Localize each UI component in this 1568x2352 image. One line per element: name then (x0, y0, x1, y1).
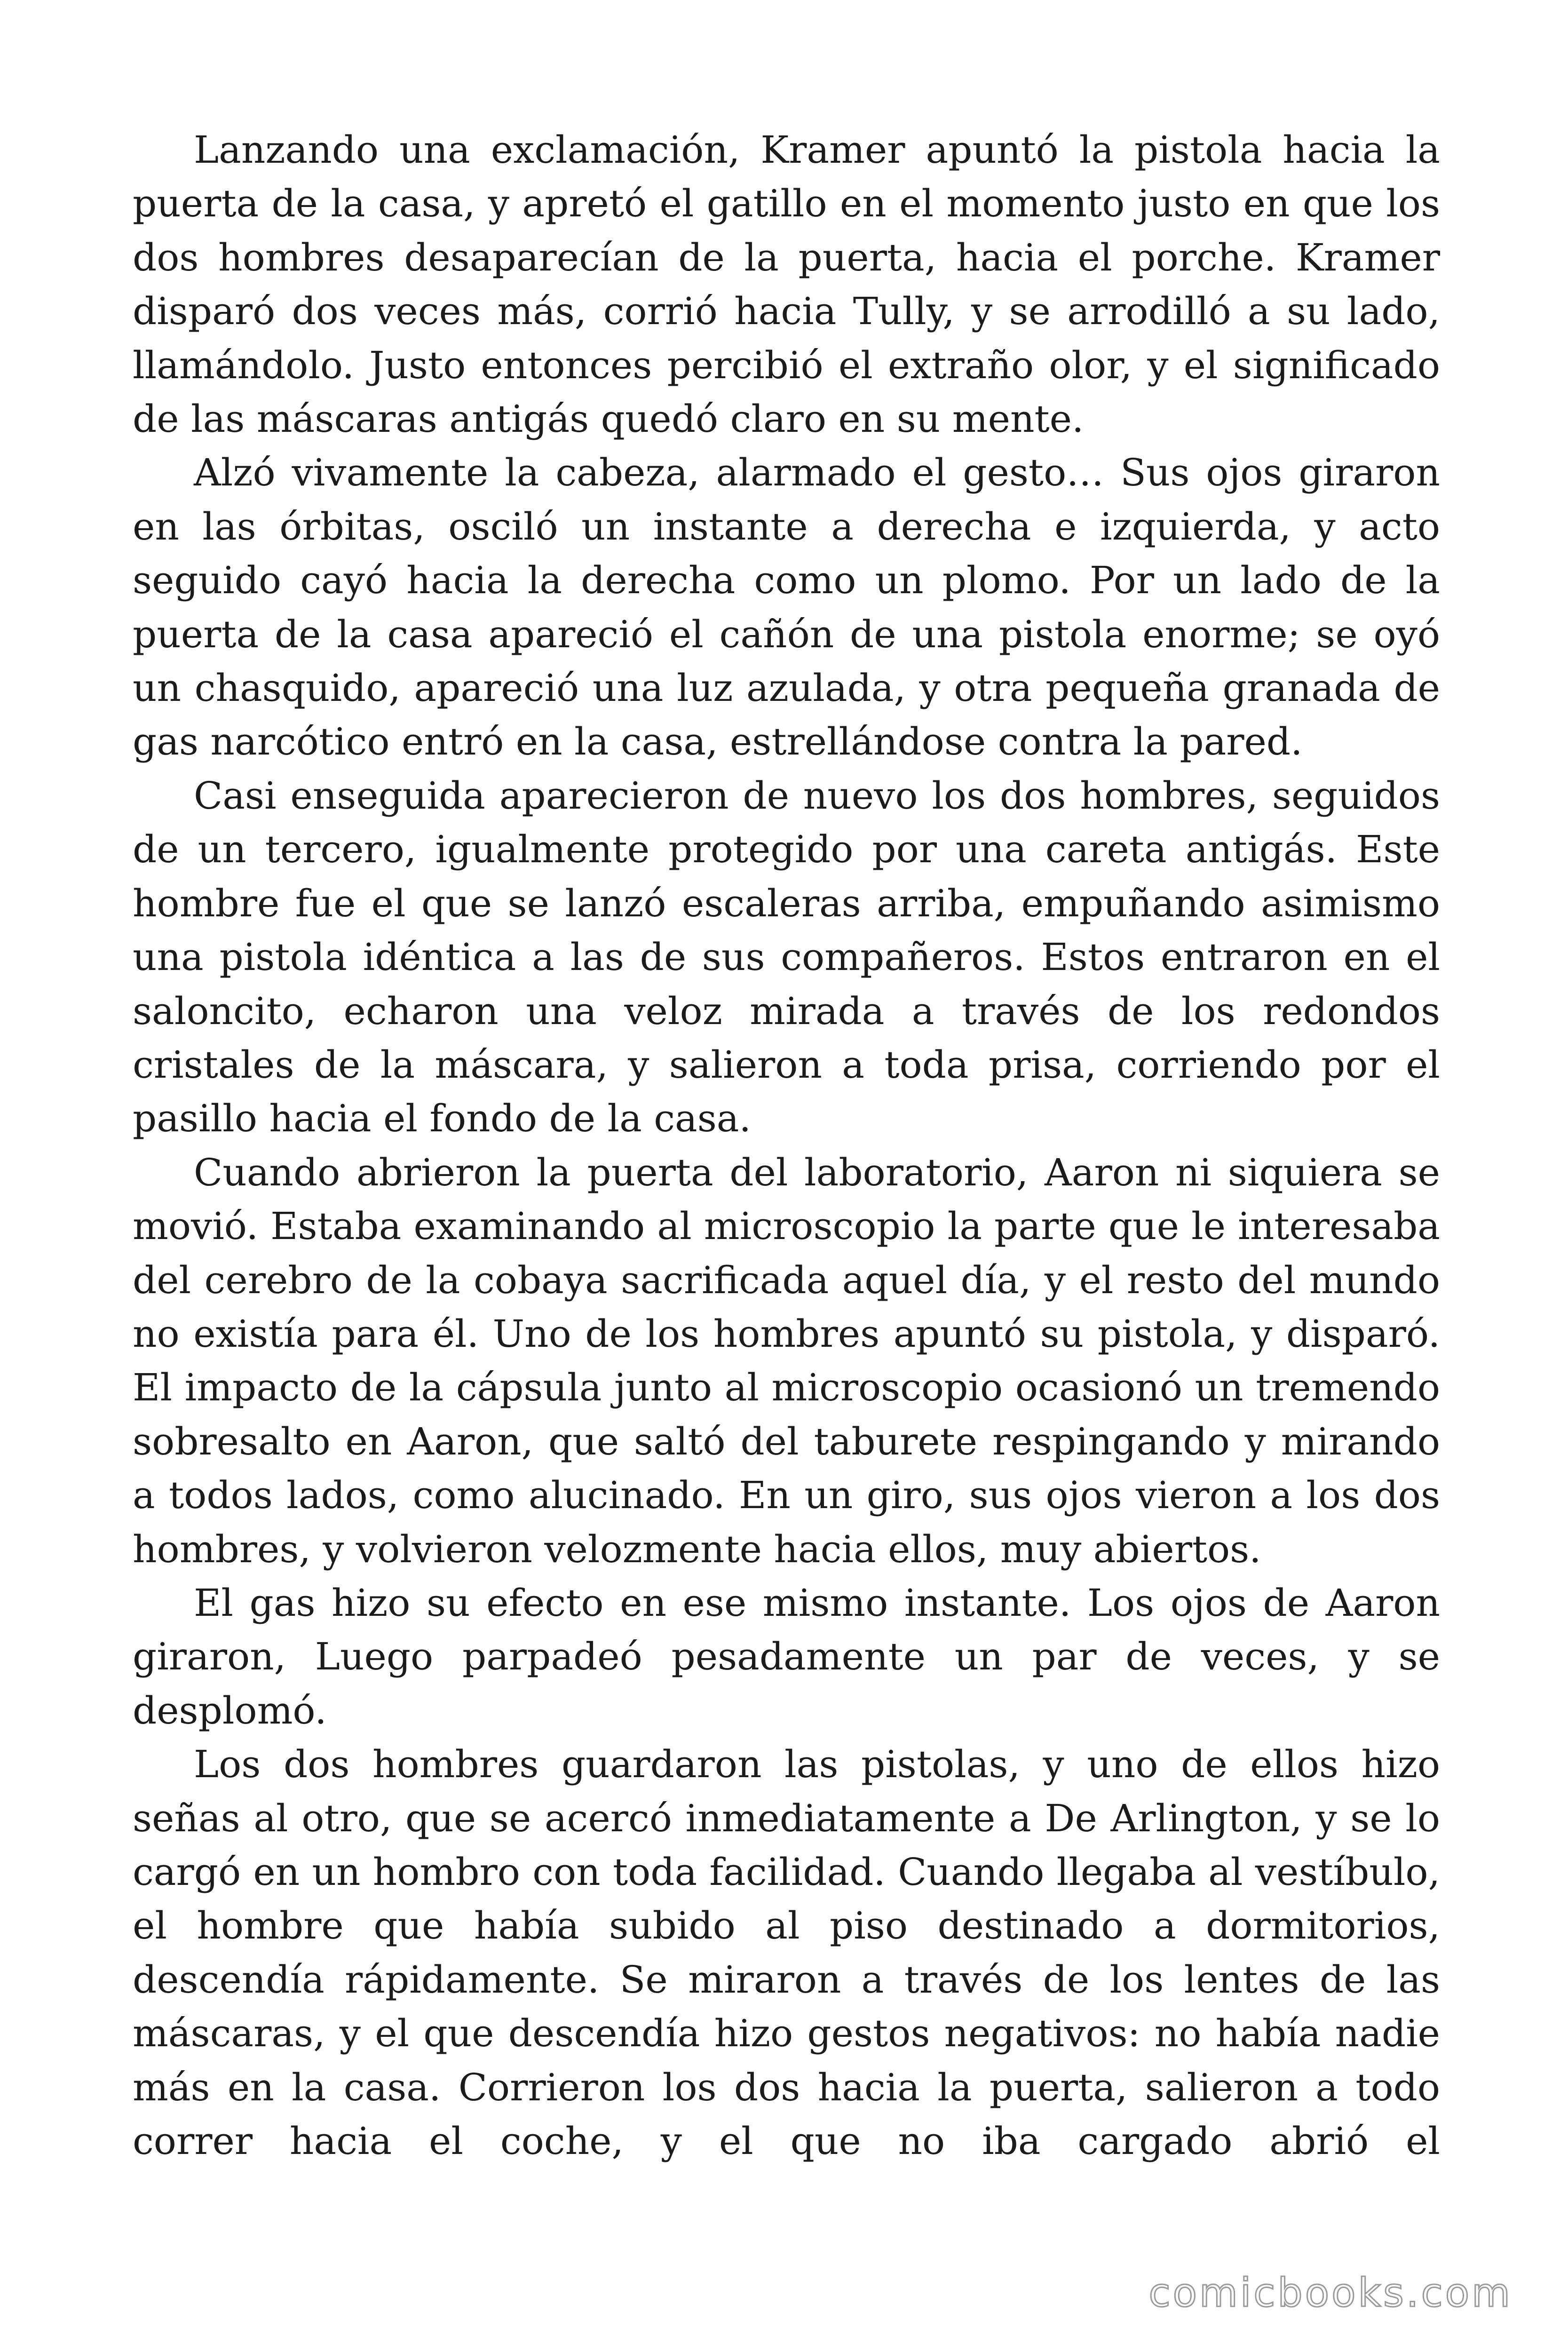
page-text (133, 123, 1440, 2168)
paragraph-4: Cuando abrieron la puerta del laboratorio, Aaron ni siquiera se movió. Estaba examinando al microscopio la parte que le interesaba del cerebro de la cobaya sacrificada aquel día, y el resto del mundo no existía para él. Uno de los hombres apuntó su pistola, y disparó. El impacto de la cápsula junto al microscopio ocasionó un tremendo sobresalto en Aaron, que saltó del taburete respingando y mirando a todos lados, como alucinado. En un giro, sus ojos vieron a los dos hombres, y volvieron velozmente hacia ellos, muy abiertos. (133, 1150, 1440, 1571)
paragraph-3: Casi enseguida aparecieron de nuevo los dos hombres, seguidos de un tercero, igualmente protegido por una careta antigás. Este hombre fue el que se lanzó escaleras arriba, empuñando asimismo una pistola idéntica a las de sus compañeros. Estos entraron en el saloncito, echaron una veloz mirada a través de los redondos cristales de la máscara, y salieron a toda prisa, corriendo por el pasillo hacia el fondo de la casa. (133, 773, 1440, 1141)
watermark-text: comicbooks.com (1148, 2270, 1513, 2316)
paragraph-1: Lanzando una exclamación, Kramer apuntó la pistola hacia la puerta de la casa, y apretó el gatillo en el momento justo en que los dos hombres desaparecían de la puerta, hacia el porche. Kramer disparó dos veces más, corrió hacia Tully, y se arrodilló a su lado, llamándolo. Justo entonces percibió el extraño olor, y el significado de las máscaras antigás quedó claro en su mente. (133, 128, 1440, 441)
paragraph-2: Alzó vivamente la cabeza, alarmado el gesto… Sus ojos giraron en las órbitas, osciló un instante a derecha e izquierda, y acto seguido cayó hacia la derecha como un plomo. Por un lado de la puerta de la casa apareció el cañón de una pistola enorme; se oyó un chasquido, apareció una luz azulada, y otra pequeña granada de gas narcótico entró en la casa, estrellándose contra la pared. (133, 451, 1440, 764)
paragraph-6: Los dos hombres guardaron las pistolas, y uno de ellos hizo señas al otro, que se acercó inmediatamente a De Arlington, y se lo cargó en un hombro con toda facilidad. Cuando llegaba al vestíbulo, el hombre que había subido al piso destinado a dormitorios, descendía rápidamente. Se miraron a través de los lentes de las máscaras, y el que descendía hizo gestos negativos: no había nadie más en la casa. Corrieron los dos hacia la puerta, salieron a todo correr hacia el coche, y el que no iba cargado abrió el (133, 1742, 1440, 2163)
paragraph-5: El gas hizo su efecto en ese mismo instante. Los ojos de Aaron giraron, Luego parpadeó pesadamente un par de veces, y se desplomó. (133, 1581, 1440, 1732)
